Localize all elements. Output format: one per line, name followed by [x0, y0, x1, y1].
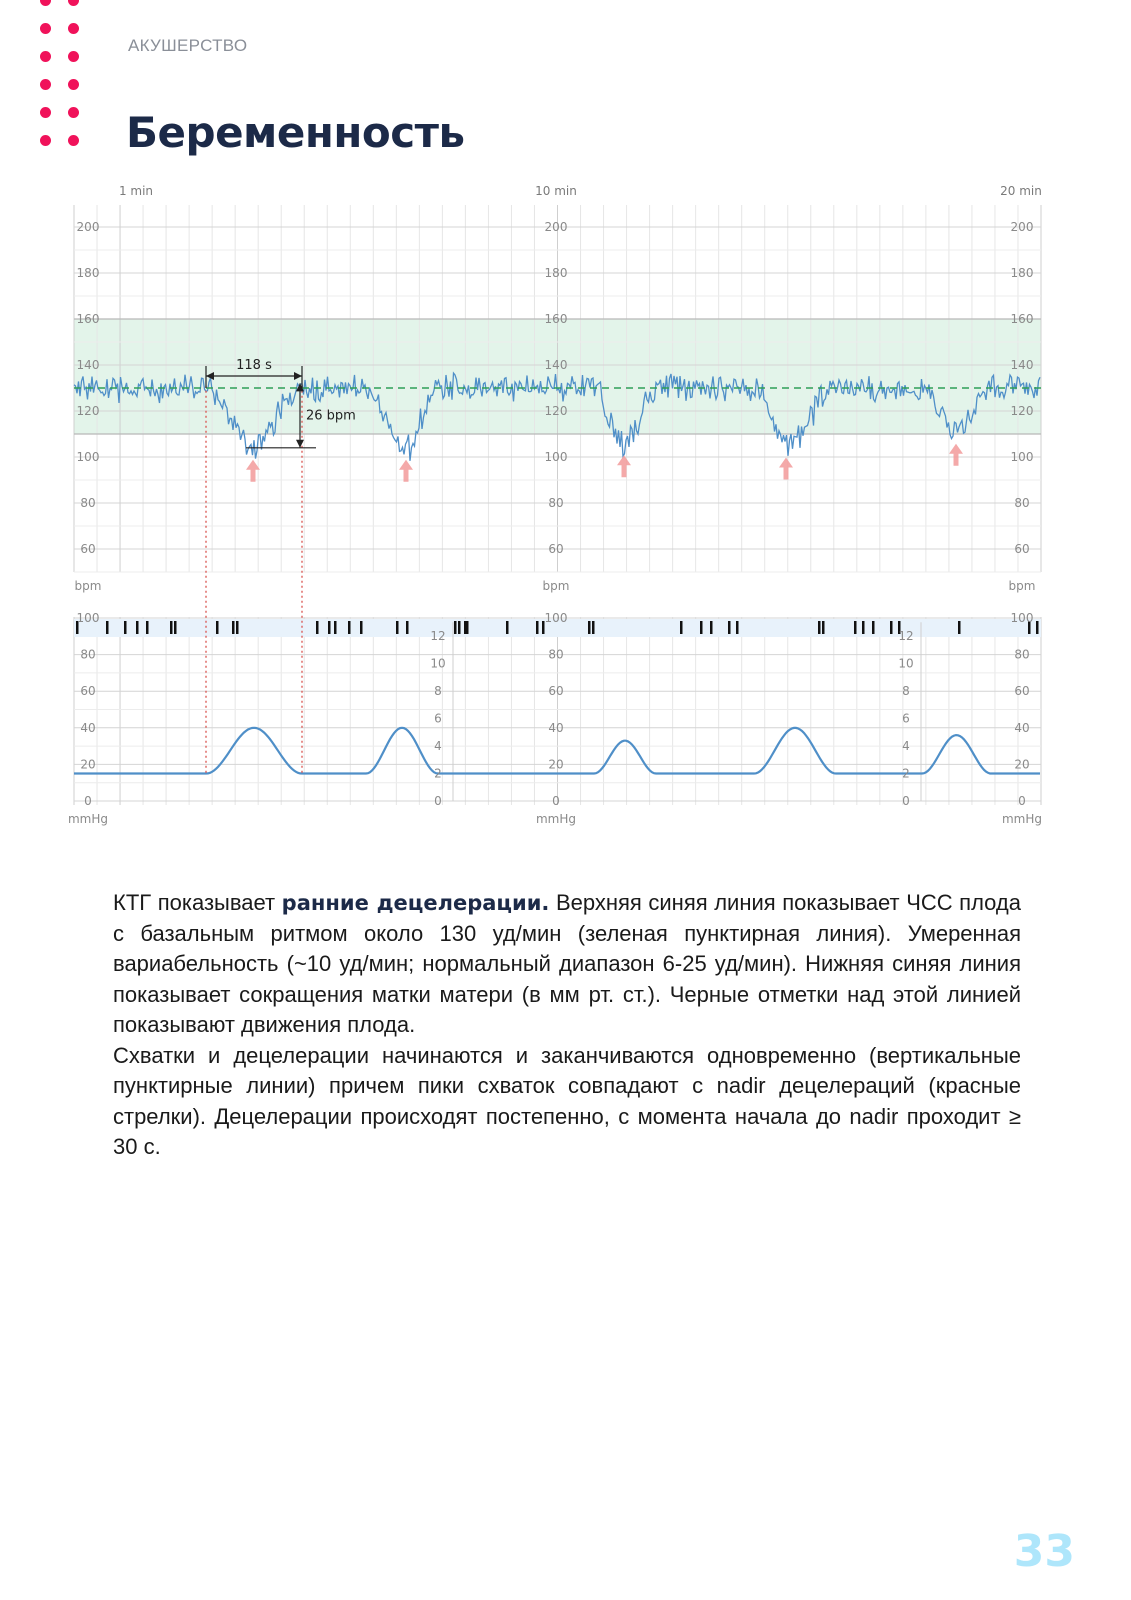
- text-run: Верхняя синяя линия показывает ЧСС плода с базальным ритмом около 130 уд/мин (зеленая пунктирная линия). Умеренная вариабельность (~10 уд/мин; нормальный диапазон 6-25 уд/мин). Нижняя синяя линия показывает сокращения матки матери (в мм рт. ст.). Черные отметки над этой линией показывают движения плода.: [113, 890, 1021, 1037]
- mmhg-unit-label: mmHg: [535, 812, 577, 826]
- mmhg-tick-label: 40: [80, 720, 96, 735]
- mmhg-tick-label: 40: [548, 720, 564, 735]
- bpm-tick-label: 200: [76, 220, 100, 234]
- bpm-tick-label: 140: [76, 358, 100, 372]
- bpm-tick-label: 200: [544, 220, 568, 234]
- fetal-movement-mark: [106, 621, 109, 634]
- bpm-tick-label: 100: [76, 450, 100, 464]
- decorative-dots: [40, 0, 90, 150]
- kpa-tick-label: 10: [430, 656, 446, 671]
- bpm-tick-label: 160: [1010, 312, 1034, 326]
- bpm-tick-label: 60: [1014, 542, 1030, 556]
- fetal-movement-mark: [822, 621, 825, 634]
- fetal-movement-mark: [536, 621, 539, 634]
- mmhg-tick-label: 40: [1014, 720, 1030, 735]
- fetal-movement-mark: [136, 621, 139, 634]
- bpm-tick-label: 100: [1010, 450, 1034, 464]
- mmhg-tick-label: 0: [552, 794, 560, 808]
- bpm-tick-label: 80: [548, 496, 564, 510]
- fetal-movement-mark: [506, 621, 509, 634]
- nadir-arrow: [617, 455, 631, 477]
- fetal-movement-mark: [216, 621, 219, 634]
- bpm-tick-label: 200: [1010, 220, 1034, 234]
- kpa-tick-label: 6: [434, 711, 442, 726]
- fetal-movement-mark: [872, 621, 875, 634]
- bpm-tick-label: 160: [544, 312, 568, 326]
- fetal-movement-mark: [170, 621, 173, 634]
- mmhg-unit-label: mmHg: [67, 812, 109, 826]
- fetal-movement-mark: [328, 621, 331, 634]
- kpa-tick-label: 4: [434, 739, 442, 753]
- bpm-tick-label: 140: [1010, 358, 1034, 372]
- page-title: Беременность: [126, 108, 465, 157]
- arrowhead: [296, 440, 304, 448]
- duration-annotation: 118 s: [236, 358, 272, 373]
- time-label: 10 min: [535, 184, 577, 198]
- fetal-movement-mark: [592, 621, 595, 634]
- description-paragraph-2: Схватки и децелерации начинаются и заканчиваются одновременно (вертикальные пунктирные линии) причем пики схваток совпадают с nadir децелераций (красные стрелки). Децелерации происходят постепенно, с момента начала до nadir проходит ≥ 30 с.: [113, 1042, 1021, 1159]
- ctg-figure: [66, 180, 1081, 850]
- mmhg-tick-label: 60: [1014, 684, 1030, 699]
- fetal-movement-mark: [588, 621, 591, 634]
- fetal-movement-mark: [396, 621, 399, 634]
- kpa-tick-label: 10: [898, 656, 914, 671]
- kpa-tick-label: 0: [902, 794, 910, 808]
- bpm-tick-label: 100: [544, 450, 568, 464]
- fetal-movement-mark: [862, 621, 865, 634]
- kpa-tick-label: 4: [902, 739, 910, 753]
- mmhg-tick-label: 20: [548, 757, 564, 772]
- mmhg-tick-label: 20: [1014, 757, 1030, 772]
- mmhg-tick-label: 80: [1014, 647, 1030, 662]
- bpm-tick-label: 80: [1014, 496, 1030, 510]
- bpm-tick-label: 120: [1010, 404, 1034, 418]
- nadir-arrow: [949, 444, 963, 466]
- nadir-arrow: [779, 458, 793, 480]
- fetal-movement-mark: [174, 621, 177, 634]
- fetal-movement-mark: [700, 621, 703, 634]
- mmhg-tick-label: 80: [80, 647, 96, 662]
- mmhg-tick-label: 0: [1018, 794, 1026, 808]
- mmhg-unit-label: mmHg: [1001, 812, 1043, 826]
- bpm-tick-label: 120: [76, 404, 100, 418]
- time-label: 20 min: [1000, 184, 1042, 198]
- fetal-movement-mark: [458, 621, 461, 634]
- fetal-movement-mark: [890, 621, 893, 634]
- fetal-movement-mark: [348, 621, 351, 634]
- kpa-tick-label: 6: [902, 711, 910, 726]
- kpa-tick-label: 12: [430, 629, 446, 643]
- bpm-tick-label: 60: [548, 542, 564, 556]
- mmhg-tick-label: 60: [80, 684, 96, 699]
- kpa-tick-label: 12: [898, 629, 914, 643]
- bpm-tick-label: 60: [80, 542, 96, 556]
- text-run: КТГ показывает: [113, 890, 282, 915]
- kpa-tick-label: 8: [902, 684, 910, 698]
- fetal-movement-mark: [818, 621, 821, 634]
- bpm-tick-label: 160: [76, 312, 100, 326]
- bold-term: ранние децелерации.: [281, 891, 550, 915]
- bpm-unit-label: bpm: [542, 579, 570, 593]
- fetal-movement-mark: [728, 621, 731, 634]
- mmhg-tick-label: 20: [80, 757, 96, 772]
- bpm-unit-label: bpm: [74, 579, 102, 593]
- fetal-movement-mark: [454, 621, 457, 634]
- depth-annotation: 26 bpm: [306, 408, 356, 424]
- mmhg-tick-label: 100: [544, 611, 568, 625]
- page-number: 33: [1013, 1526, 1075, 1577]
- fetal-movement-mark: [736, 621, 739, 634]
- fetal-movement-mark: [958, 621, 961, 634]
- description: [113, 888, 1021, 1163]
- mmhg-tick-label: 100: [76, 611, 100, 625]
- fetal-movement-mark: [334, 621, 337, 634]
- description-paragraph-1: [113, 888, 1021, 1041]
- section-label: АКУШЕРСТВО: [128, 36, 248, 55]
- fetal-movement-mark: [316, 621, 319, 634]
- mmhg-tick-label: 100: [1010, 611, 1034, 625]
- kpa-tick-label: 0: [434, 794, 442, 808]
- bpm-tick-label: 180: [1010, 266, 1034, 280]
- kpa-tick-label: 8: [434, 684, 442, 698]
- bpm-tick-label: 180: [544, 266, 568, 280]
- mmhg-tick-label: 80: [548, 647, 564, 662]
- kpa-tick-label: 2: [434, 766, 442, 781]
- bpm-tick-label: 140: [544, 358, 568, 372]
- fetal-movement-mark: [466, 621, 469, 634]
- mmhg-tick-label: 60: [548, 684, 564, 699]
- nadir-arrow: [399, 460, 413, 482]
- mmhg-tick-label: 0: [84, 794, 92, 808]
- bpm-tick-label: 80: [80, 496, 96, 510]
- time-label: 1 min: [118, 184, 154, 198]
- bpm-unit-label: bpm: [1008, 579, 1036, 593]
- fetal-movement-mark: [406, 621, 409, 634]
- fetal-movement-mark: [360, 621, 363, 634]
- fetal-movement-mark: [680, 621, 683, 634]
- fetal-movement-mark: [710, 621, 713, 634]
- kpa-tick-label: 2: [902, 766, 910, 781]
- fetal-movement-mark: [146, 621, 149, 634]
- bpm-tick-label: 180: [76, 266, 100, 280]
- fetal-movement-mark: [854, 621, 857, 634]
- fetal-movement-mark: [236, 621, 239, 634]
- fetal-movement-mark: [1036, 621, 1039, 634]
- fetal-movement-mark: [124, 621, 127, 634]
- bpm-tick-label: 120: [544, 404, 568, 418]
- fetal-movement-mark: [232, 621, 235, 634]
